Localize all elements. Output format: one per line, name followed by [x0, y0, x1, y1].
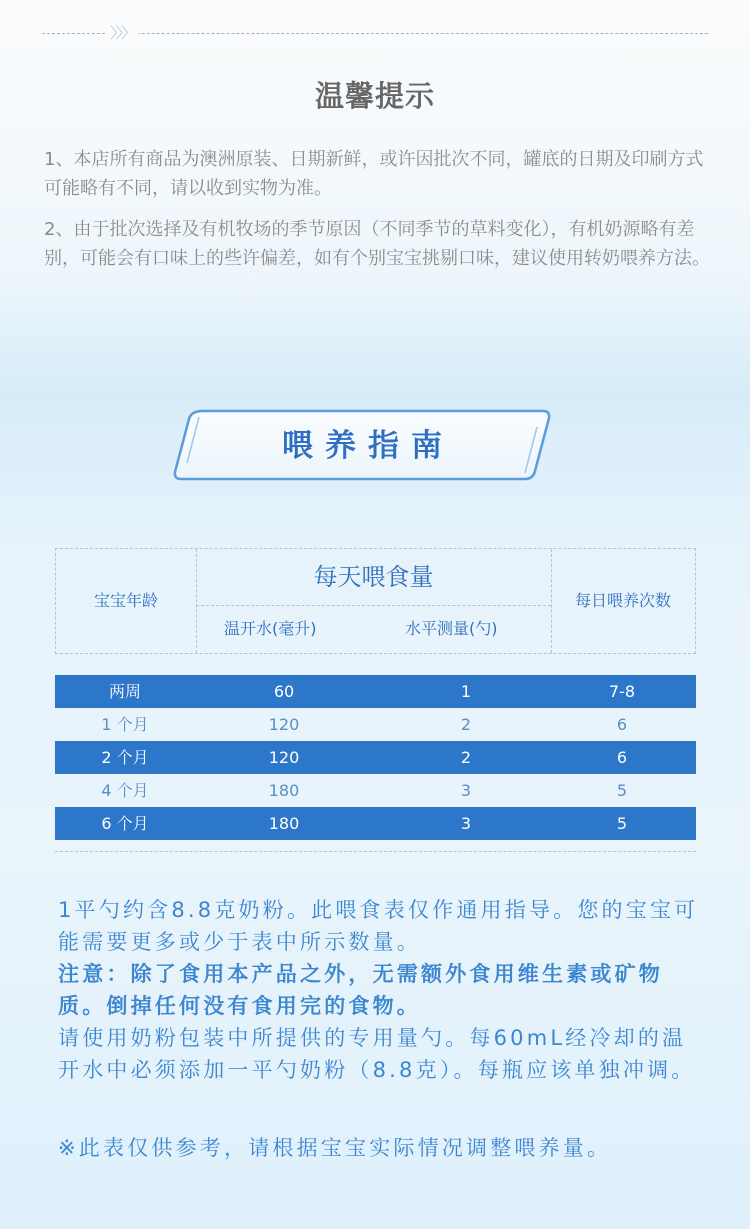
cell-scoop: 3 [460, 814, 472, 833]
cell-age: 4 个月 [101, 781, 149, 800]
header-baby-age: 宝宝年龄 [93, 591, 158, 610]
cell-scoop: 2 [460, 715, 472, 734]
table-row [55, 675, 696, 708]
scoop-info-text: 1平勺约含8.8克奶粉。此喂食表仅作通用指导。您的宝宝可能需要更多或少于表中所示数量。 [58, 898, 699, 954]
table-bottom-divider [55, 851, 696, 852]
table-row [55, 774, 696, 807]
page-title: 温馨提示 [314, 79, 435, 113]
cell-times: 6 [616, 715, 628, 734]
cell-times: 5 [616, 781, 628, 800]
cell-times: 7-8 [608, 682, 636, 701]
cell-age: 2 个月 [101, 748, 149, 767]
cell-water: 180 [268, 781, 300, 800]
top-dashed-divider [42, 33, 708, 34]
warning-text: 注意：除了食用本产品之外，无需额外食用维生素或矿物质。倒掉任何没有食用完的食物。 [58, 962, 663, 1018]
cell-scoop: 3 [460, 781, 472, 800]
cell-water: 180 [268, 814, 300, 833]
cell-age: 1 个月 [101, 715, 149, 734]
header-warm-water: 温开水(毫升) [224, 619, 317, 638]
table-header [55, 548, 696, 654]
cell-water: 120 [268, 748, 300, 767]
feeding-guide-title: 喂养指南 [282, 428, 454, 464]
notice-item: 2、由于批次选择及有机牧场的季节原因（不同季节的草料变化），有机奶源略有差别，可能会有口味上的些许偏差，如有个别宝宝挑剔口味，建议使用转奶喂养方法。 [44, 219, 710, 269]
cell-age: 两周 [108, 682, 141, 701]
instruction-text: 请使用奶粉包装中所提供的专用量勺。每60mL经冷却的温开水中必须添加一平勺奶粉（8.8克）。每瓶应该单独冲调。 [58, 1026, 696, 1082]
cell-age: 6 个月 [101, 814, 149, 833]
header-daily-amount: 每天喂食量 [313, 563, 434, 591]
notice-item: 1、本店所有商品为澳洲原装、日期新鲜，或许因批次不同，罐底的日期及印刷方式可能略有不同，请以收到实物为准。 [44, 149, 704, 199]
cell-scoop: 1 [460, 682, 472, 701]
cell-water: 120 [268, 715, 300, 734]
table-row [55, 708, 696, 741]
cell-times: 5 [616, 814, 628, 833]
chevron-right-icon: 〉〉〉 [106, 22, 138, 43]
disclaimer-text: ※此表仅供参考，请根据宝宝实际情况调整喂养量。 [58, 1136, 612, 1160]
table-row [55, 807, 696, 840]
header-feeds-per-day: 每日喂养次数 [574, 591, 671, 610]
header-level-scoop: 水平测量(勺) [405, 619, 498, 638]
cell-water: 60 [273, 682, 295, 701]
table-row [55, 741, 696, 774]
cell-times: 6 [616, 748, 628, 767]
feeding-table-body [55, 675, 696, 840]
cell-scoop: 2 [460, 748, 472, 767]
